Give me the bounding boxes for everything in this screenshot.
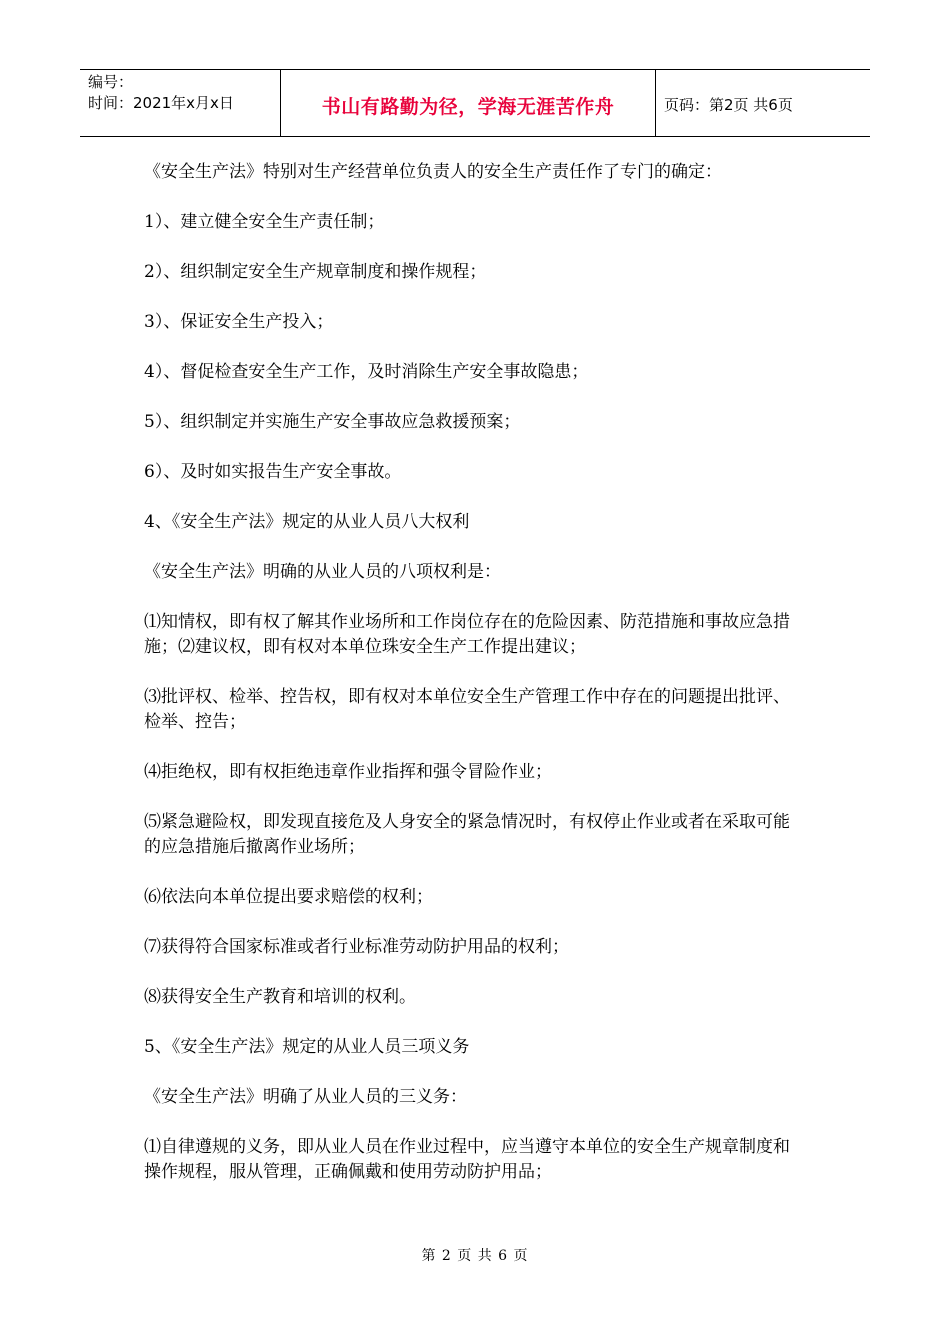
rights-intro: 《安全生产法》明确的从业人员的八项权利是： <box>144 562 501 582</box>
rights-item-4: ⑷拒绝权，即有权拒绝违章作业指挥和强令冒险作业； <box>144 762 552 782</box>
section-heading-duties: 5、《安全生产法》规定的从业人员三项义务 <box>144 1037 470 1057</box>
header-table <box>80 69 870 137</box>
rights-item-8: ⑻获得安全生产教育和培训的权利。 <box>144 987 416 1007</box>
responsibility-item-6: 6）、及时如实报告生产安全事故。 <box>144 462 402 482</box>
rights-item-6: ⑹依法向本单位提出要求赔偿的权利； <box>144 887 433 907</box>
document-body <box>144 160 804 1185</box>
section-heading-rights: 4、《安全生产法》规定的从业人员八大权利 <box>144 512 470 532</box>
rights-item-5: ⑸紧急避险权，即发现直接危及人身安全的紧急情况时，有权停止作业或者在采取可能的应急措施后撤离作业场所； <box>144 812 790 857</box>
responsibility-item-4: 4）、督促检查安全生产工作，及时消除生产安全事故隐患； <box>144 362 589 382</box>
rights-item-1-2: ⑴知情权，即有权了解其作业场所和工作岗位存在的危险因素、防范措施和事故应急措施；⑵建议权，即有权对本单位珠安全生产工作提出建议； <box>144 612 790 657</box>
header-page-cell <box>656 72 870 136</box>
duties-item-1: ⑴自律遵规的义务，即从业人员在作业过程中，应当遵守本单位的安全生产规章制度和操作规程，服从管理，正确佩戴和使用劳动防护用品； <box>144 1137 790 1182</box>
document-date-label: 时间：2021年x月x日 <box>88 94 234 112</box>
header-page-number: 页码：第2页 共6页 <box>664 95 793 114</box>
header-left-cell <box>80 70 280 136</box>
responsibility-item-2: 2）、组织制定安全生产规章制度和操作规程； <box>144 262 487 282</box>
document-number-label: 编号： <box>88 73 134 91</box>
intro-paragraph: 《安全生产法》特别对生产经营单位负责人的安全生产责任作了专门的确定： <box>144 162 722 182</box>
rights-item-3: ⑶批评权、检举、控告权，即有权对本单位安全生产管理工作中存在的问题提出批评、检举、控告； <box>144 687 790 732</box>
responsibility-item-5: 5）、组织制定并实施生产安全事故应急救援预案； <box>144 412 521 432</box>
responsibility-item-1: 1）、建立健全安全生产责任制； <box>144 212 385 232</box>
page-footer: 第 2 页 共 6 页 <box>421 1248 529 1264</box>
rights-item-7: ⑺获得符合国家标准或者行业标准劳动防护用品的权利； <box>144 937 569 957</box>
header-motto: 书山有路勤为径，学海无涯苦作舟 <box>321 95 615 118</box>
header-motto-cell <box>280 70 656 136</box>
responsibility-item-3: 3）、保证安全生产投入； <box>144 312 334 332</box>
duties-intro: 《安全生产法》明确了从业人员的三义务： <box>144 1087 467 1107</box>
